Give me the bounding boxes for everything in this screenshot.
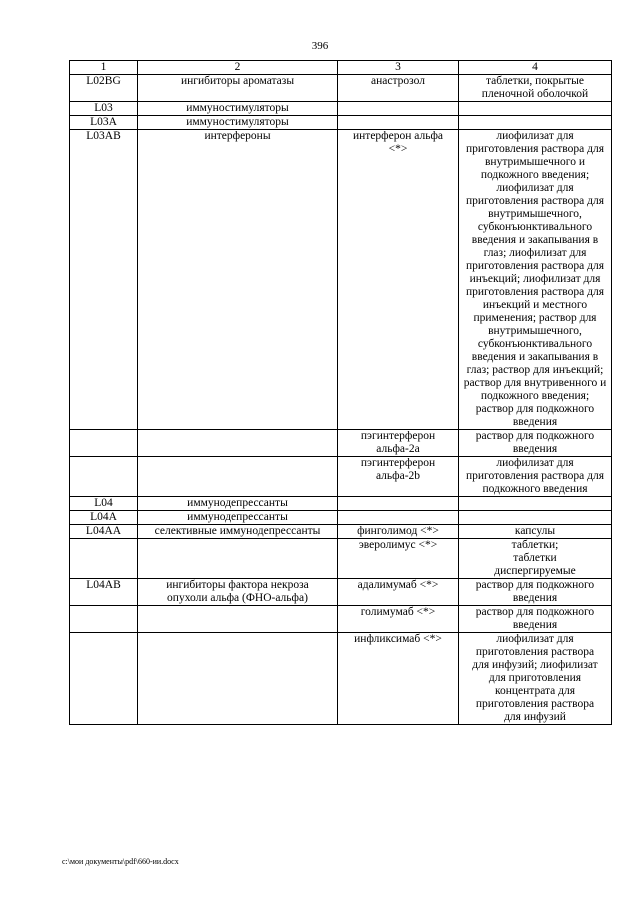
- group-cell: [138, 457, 338, 497]
- drug-cell: инфликсимаб <*>: [338, 633, 459, 725]
- form-cell: [459, 497, 612, 511]
- table-row: [70, 579, 612, 606]
- group-cell: иммунодепрессанты: [138, 497, 338, 511]
- form-cell: лиофилизат для приготовления раствора для внутримышечного и подкожного введения; лиофилизат для приготовления раствора для внутримышечного, субконъюнктивального введения и закапывания в глаз; лиофилизат для приготовления раствора для инъекций; лиофилизат для приготовления раствора для инъекций и местного применения; раствор для внутримышечного, субконъюнктивального введения и закапывания в глаз; раствор для инъекций; раствор для внутривенного и подкожного введения; раствор для подкожного введения: [459, 130, 612, 430]
- group-cell: иммуностимуляторы: [138, 102, 338, 116]
- form-cell: [459, 116, 612, 130]
- atc-code-cell: L03A: [70, 116, 138, 130]
- header-cell-3: 3: [338, 61, 459, 75]
- group-cell: ингибиторы фактора некроза опухоли альфа (ФНО-альфа): [138, 579, 338, 606]
- group-cell: интерфероны: [138, 130, 338, 430]
- atc-code-cell: [70, 539, 138, 579]
- form-cell: раствор для подкожного введения: [459, 579, 612, 606]
- atc-code-cell: L03AB: [70, 130, 138, 430]
- drug-cell: пэгинтерферон альфа-2a: [338, 430, 459, 457]
- group-cell: [138, 430, 338, 457]
- drug-cell: [338, 497, 459, 511]
- atc-code-cell: L04AB: [70, 579, 138, 606]
- group-cell: [138, 633, 338, 725]
- table-row: [70, 539, 612, 579]
- table-row: [70, 633, 612, 725]
- group-cell: иммунодепрессанты: [138, 511, 338, 525]
- atc-code-cell: L04A: [70, 511, 138, 525]
- table-row: [70, 430, 612, 457]
- table-row: [70, 511, 612, 525]
- group-cell: [138, 606, 338, 633]
- form-cell: лиофилизат для приготовления раствора для подкожного введения: [459, 457, 612, 497]
- group-cell: ингибиторы ароматазы: [138, 75, 338, 102]
- page-number: 396: [311, 40, 329, 52]
- header-cell-1: 1: [70, 61, 138, 75]
- drug-cell: голимумаб <*>: [338, 606, 459, 633]
- drug-cell: эверолимус <*>: [338, 539, 459, 579]
- atc-code-cell: L04: [70, 497, 138, 511]
- drug-cell: [338, 116, 459, 130]
- drug-cell: пэгинтерферон альфа-2b: [338, 457, 459, 497]
- table-row: [70, 75, 612, 102]
- table-row: [70, 497, 612, 511]
- atc-code-cell: L03: [70, 102, 138, 116]
- table-row: [70, 457, 612, 497]
- atc-code-cell: [70, 457, 138, 497]
- table-row: [70, 606, 612, 633]
- atc-code-cell: [70, 606, 138, 633]
- group-cell: [138, 539, 338, 579]
- form-cell: раствор для подкожного введения: [459, 606, 612, 633]
- table-header-row: [70, 61, 612, 75]
- drug-cell: интерферон альфа <*>: [338, 130, 459, 430]
- drug-cell: [338, 511, 459, 525]
- form-cell: капсулы: [459, 525, 612, 539]
- form-cell: раствор для подкожного введения: [459, 430, 612, 457]
- table-row: [70, 130, 612, 430]
- footer-file-path: c:\мои документы\pdf\660-ии.docx: [62, 857, 179, 866]
- form-cell: [459, 102, 612, 116]
- drug-table: [69, 60, 612, 725]
- atc-code-cell: [70, 633, 138, 725]
- form-cell: лиофилизат для приготовления раствора для инфузий; лиофилизат для приготовления концентрата для приготовления раствора для инфузий: [459, 633, 612, 725]
- atc-code-cell: [70, 430, 138, 457]
- header-cell-4: 4: [459, 61, 612, 75]
- atc-code-cell: L04AA: [70, 525, 138, 539]
- drug-cell: адалимумаб <*>: [338, 579, 459, 606]
- form-cell: таблетки, покрытые пленочной оболочкой: [459, 75, 612, 102]
- header-cell-2: 2: [138, 61, 338, 75]
- group-cell: селективные иммунодепрессанты: [138, 525, 338, 539]
- drug-cell: финголимод <*>: [338, 525, 459, 539]
- table-row: [70, 102, 612, 116]
- table-row: [70, 525, 612, 539]
- group-cell: иммуностимуляторы: [138, 116, 338, 130]
- atc-code-cell: L02BG: [70, 75, 138, 102]
- form-cell: таблетки; таблетки диспергируемые: [459, 539, 612, 579]
- table-row: [70, 116, 612, 130]
- drug-cell: анастрозол: [338, 75, 459, 102]
- drug-cell: [338, 102, 459, 116]
- form-cell: [459, 511, 612, 525]
